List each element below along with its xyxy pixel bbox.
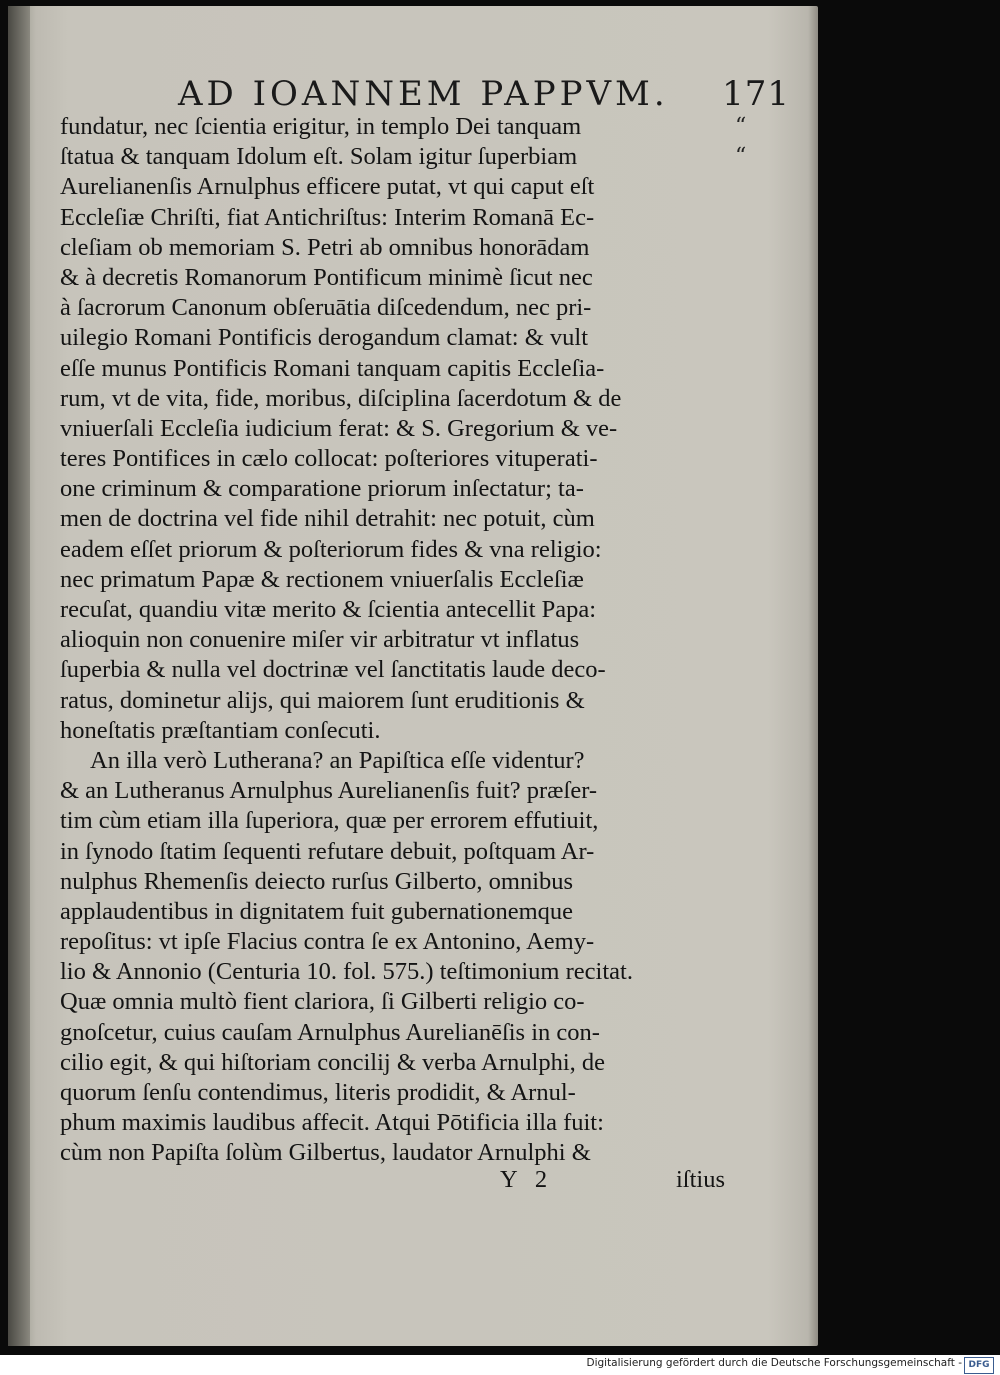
- text-line: An illa verò Lutherana? an Papiſtica eſſe videntur?: [90, 746, 585, 774]
- text-line: Quæ omnia multò fient clariora, ſi Gilberti religio co-: [60, 988, 585, 1016]
- credit-bar: [0, 1355, 1000, 1375]
- text-line: cilio egit, & qui hiſtoriam concilij & verba Arnulphi, de: [60, 1048, 606, 1076]
- quote-mark: “: [735, 144, 747, 170]
- text-line: applaudentibus in dignitatem fuit gubernationemque: [60, 897, 574, 925]
- text-line: men de doctrina vel fide nihil detrahit: nec potuit, cùm: [60, 505, 595, 533]
- text-line: teres Pontifices in cælo collocat: poſteriores vituperati-: [60, 445, 598, 473]
- text-line: eſſe munus Pontificis Romani tanquam capitis Eccleſia-: [60, 354, 605, 382]
- text-line: gnoſcetur, cuius cauſam Arnulphus Aurelianēſis in con-: [60, 1018, 600, 1046]
- running-head: AD IOANNEM PAPPVM.: [178, 74, 669, 114]
- quote-mark: “: [735, 114, 747, 139]
- text-line: uilegio Romani Pontificis derogandum clamat: & vult: [60, 324, 589, 352]
- catchword: iſtius: [676, 1166, 726, 1193]
- text-line: vniuerſali Eccleſia iudicium ferat: & S. Gregorium & ve-: [60, 414, 618, 442]
- page-footer: [500, 1166, 760, 1196]
- text-line: cleſiam ob memoriam S. Petri ab omnibus honorādam: [60, 233, 590, 261]
- text-line: ſtatua & tanquam Idolum eſt. Solam igitur ſuperbiam: [60, 143, 578, 171]
- text-line: tim cùm etiam illa ſuperiora, quæ per errorem effutiuit,: [60, 807, 599, 835]
- text-line: nec primatum Papæ & rectionem vniuerſalis Eccleſiæ: [60, 565, 584, 593]
- body-text: [60, 112, 750, 1169]
- text-line: ſuperbia & nulla vel doctrinæ vel ſanctitatis laude deco-: [60, 656, 606, 684]
- page-header: [160, 74, 790, 114]
- text-line: one criminum & comparatione priorum inſectatur; ta-: [60, 475, 584, 503]
- text-line: Eccleſiæ Chriſti, fiat Antichriſtus: Interim Romanā Ec-: [60, 203, 595, 231]
- text-line: lio & Annonio (Centuria 10. fol. 575.) teſtimonium recitat.: [60, 958, 633, 986]
- text-line: in ſynodo ſtatim ſequenti refutare debuit, poſtquam Ar-: [60, 837, 595, 865]
- text-line: ratus, dominetur alijs, qui maiorem ſunt eruditionis &: [60, 686, 585, 714]
- funding-credit: Digitalisierung gefördert durch die Deutsche Forschungsgemeinschaft -: [586, 1357, 962, 1369]
- page-gutter-shadow: [8, 6, 30, 1346]
- page-number: 171: [722, 74, 790, 114]
- text-line: recuſat, quandiu vitæ merito & ſcientia antecellit Papa:: [60, 596, 597, 623]
- signature-mark: Y 2: [500, 1166, 554, 1193]
- text-line: eadem eſſet priorum & poſteriorum fides & vna religio:: [60, 535, 602, 563]
- text-line: rum, vt de vita, fide, moribus, diſciplina ſacerdotum & de: [60, 384, 622, 412]
- text-line: fundatur, nec ſcientia erigitur, in templo Dei tanquam: [60, 113, 582, 140]
- text-line: alioquin non conuenire miſer vir arbitratur vt inflatus: [60, 626, 580, 654]
- text-line: & à decretis Romanorum Pontificum minimè ſicut nec: [60, 263, 593, 291]
- text-line: cùm non Papiſta ſolùm Gilbertus, laudator Arnulphi &: [60, 1139, 591, 1167]
- text-line: quorum ſenſu contendimus, literis prodidit, & Arnul-: [60, 1079, 576, 1106]
- dfg-logo-icon: DFG: [964, 1357, 994, 1374]
- text-line: repoſitus: vt ipſe Flacius contra ſe ex Antonino, Aemy-: [60, 928, 595, 956]
- text-line: & an Lutheranus Arnulphus Aurelianenſis fuit? præſer-: [60, 777, 598, 805]
- text-line: Aurelianenſis Arnulphus efficere putat, vt qui caput eſt: [60, 173, 595, 201]
- text-line: honeſtatis præſtantiam conſecuti.: [60, 716, 381, 744]
- text-line: nulphus Rhemenſis deiecto rurſus Gilberto, omnibus: [60, 867, 574, 895]
- text-line: à ſacrorum Canonum obſeruātia diſcedendum, nec pri-: [60, 294, 592, 322]
- text-line: phum maximis laudibus affecit. Atqui Pōtificia illa fuit:: [60, 1109, 604, 1137]
